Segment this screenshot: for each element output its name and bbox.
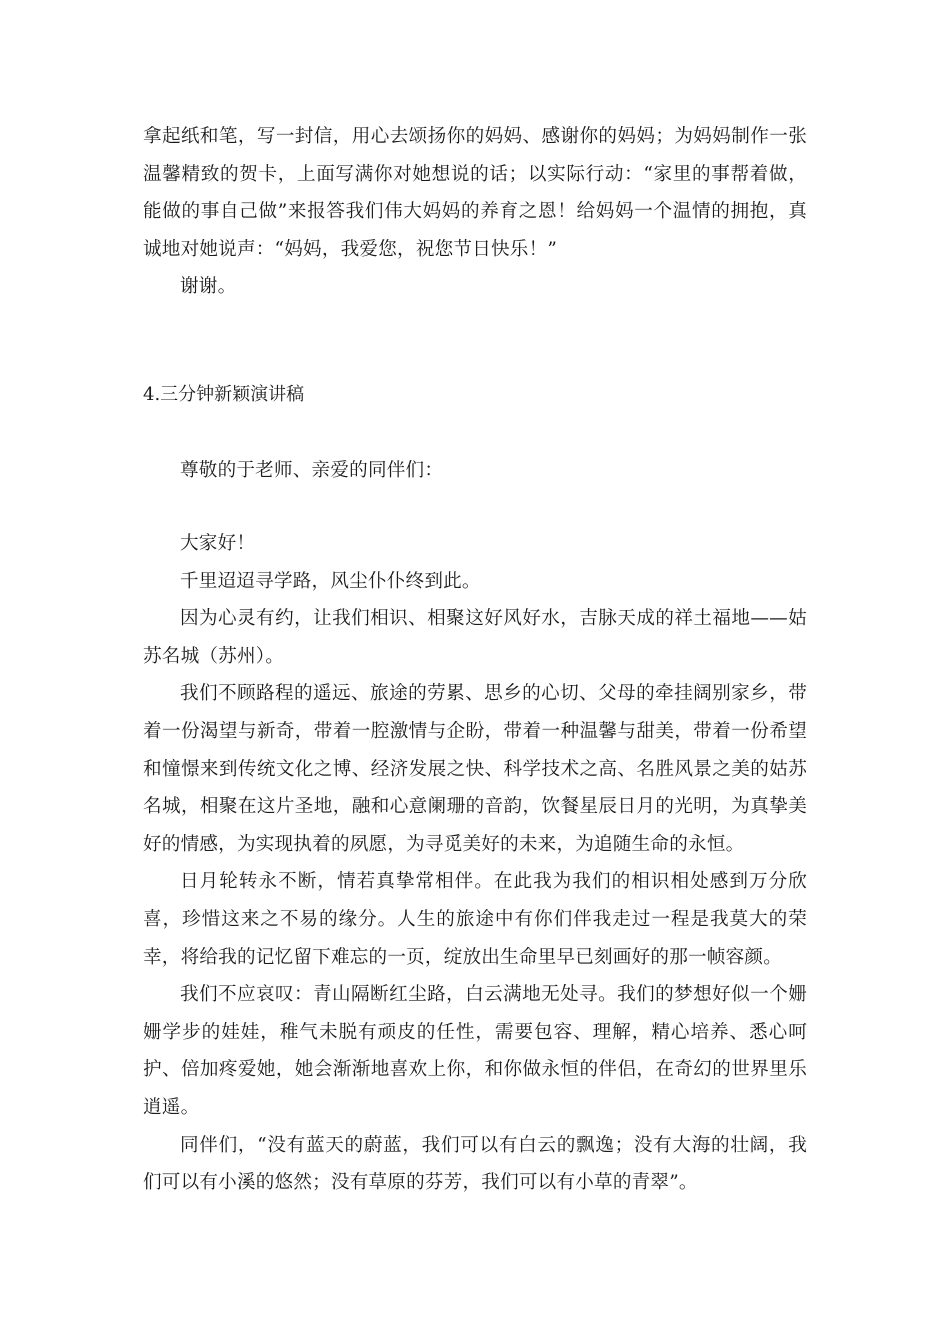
- opening-section: [143, 118, 807, 306]
- salutation-section: [143, 452, 807, 490]
- paragraph-journey: 千里迢迢寻学路，风尘仆仆终到此。: [180, 570, 481, 592]
- paragraph-dream: 我们不应哀叹：青山隔断红尘路，白云满地无处寻。我们的梦想好似一个姗姗学步的娃娃，稚气未脱有顽皮的任性，需要包容、理解，精心培养、悉心呵护、倍加疼爱她，她会渐渐地喜欢上你，和你做永恒的伴侣，在奇幻的世界里乐逍遥。: [143, 984, 807, 1118]
- salutation-line: 尊敬的于老师、亲爱的同伴们：: [180, 460, 444, 481]
- paragraph-letter-to-mom: 拿起纸和笔，写一封信，用心去颂扬你的妈妈、感谢你的妈妈；为妈妈制作一张温馨精致的贺卡，上面写满你对她想说的话；以实际行动：“家里的事帮着做，能做的事自己做”来报答我们伟大妈妈的养育之恩！给妈妈一个温情的拥抱，真诚地对她说声：“妈妈，我爱您，祝您节日快乐！”: [143, 126, 807, 260]
- paragraph-thanks: 谢谢。: [180, 276, 237, 298]
- paragraph-greeting: 大家好！: [180, 533, 256, 554]
- paragraph-meeting: 因为心灵有约，让我们相识、相聚这好风好水，吉脉天成的祥土福地——姑苏名城（苏州）。: [143, 608, 807, 667]
- paragraph-friendship: 日月轮转永不断，情若真挚常相伴。在此我为我们的相识相处感到万分欣喜，珍惜这来之不易的缘分。人生的旅途中有你们伴我走过一程是我莫大的荣幸，将给我的记忆留下难忘的一页，绽放出生命里早已刻画好的那一帧容颜。: [143, 871, 807, 968]
- speech-body: [143, 525, 807, 1202]
- paragraph-leaving-home: 我们不顾路程的遥远、旅途的劳累、思乡的心切、父母的牵挂阔别家乡，带着一份渴望与新奇，带着一腔激情与企盼，带着一种温馨与甜美，带着一份希望和憧憬来到传统文化之博、经济发展之快、科学技术之高、名胜风景之美的姑苏名城，相聚在这片圣地，融和心意阑珊的音韵，饮餐星辰日月的光明，为真挚美好的情感，为实现执着的夙愿，为寻觅美好的未来，为追随生命的永恒。: [143, 683, 807, 855]
- paragraph-companions: 同伴们，“没有蓝天的蔚蓝，我们可以有白云的飘逸；没有大海的壮阔，我们可以有小溪的悠然；没有草原的芬芳，我们可以有小草的青翠”。: [143, 1134, 807, 1194]
- section-heading: 4.三分钟新颖演讲稿: [143, 384, 305, 405]
